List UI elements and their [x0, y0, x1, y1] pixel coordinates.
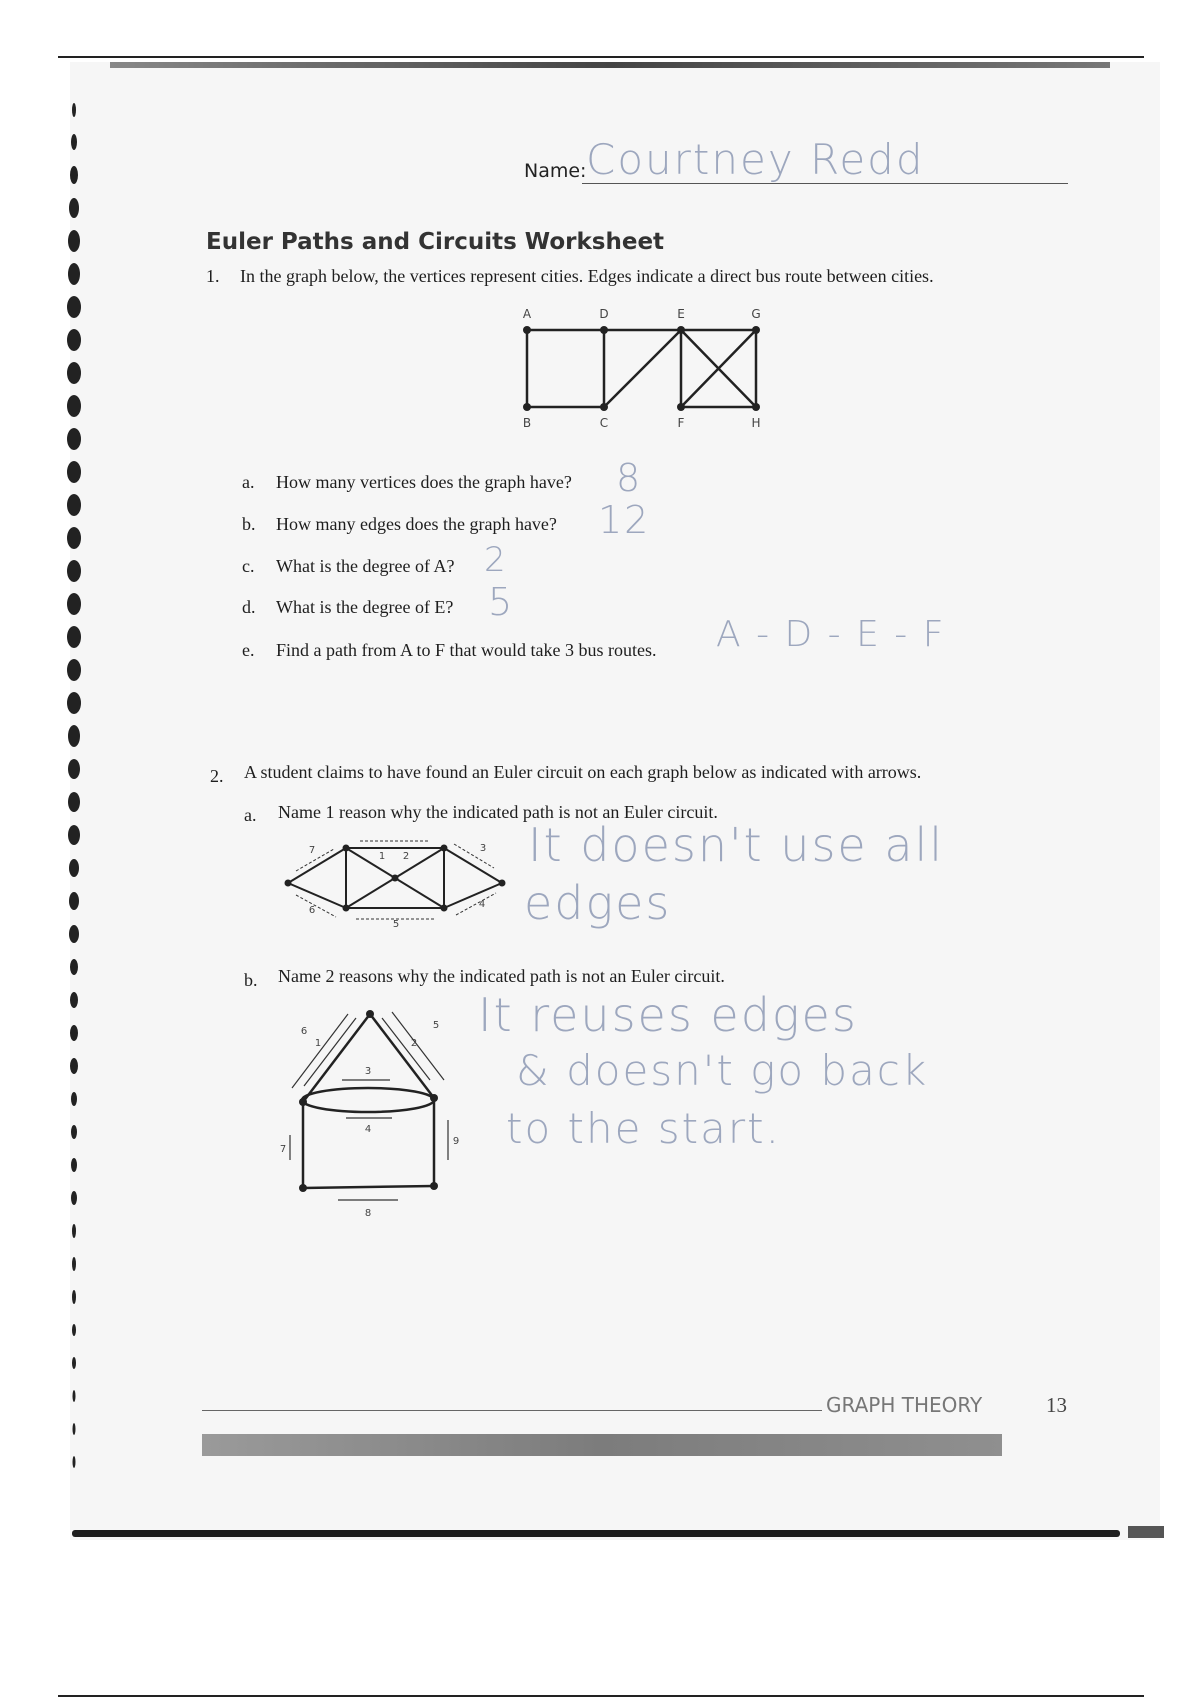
q1-item-question: Find a path from A to F that would take 3 bus routes. [276, 640, 657, 660]
q2b-answer-line: & doesn't go back [516, 1046, 929, 1095]
q1-item-question: How many edges does the graph have? [276, 514, 557, 534]
edge-label: 6 [300, 1026, 308, 1037]
vertex-g [752, 326, 760, 334]
bus-route-graph [500, 300, 780, 440]
euler-graph-a [276, 835, 516, 935]
sheet-corner-tab [1128, 1526, 1164, 1538]
edge-label: 4 [364, 1124, 372, 1135]
name-label: Name: [524, 160, 587, 182]
edge-label: 8 [364, 1208, 372, 1219]
edge-label: 5 [392, 919, 400, 930]
edge-label: 6 [308, 905, 316, 916]
edge-label: 2 [402, 851, 410, 862]
vertex-b [523, 403, 531, 411]
q1-item-letter: b. [242, 514, 256, 534]
edge-label: 7 [279, 1144, 287, 1155]
page-number: 13 [1046, 1393, 1067, 1417]
footer-band [202, 1434, 1002, 1456]
q1-item-letter: d. [242, 597, 256, 617]
q2b-question: Name 2 reasons why the indicated path is not an Euler circuit. [278, 966, 725, 986]
edge-label: 7 [308, 845, 316, 856]
top-rule [58, 56, 1144, 58]
edge-label: 4 [478, 899, 486, 910]
vertex-label: C [599, 416, 609, 430]
vertex-label: E [677, 307, 685, 321]
q1-item-letter: a. [242, 472, 255, 492]
q1-item-answer: A - D - E - F [716, 614, 946, 655]
q1-item-question: How many vertices does the graph have? [276, 472, 572, 492]
q1-item-letter: e. [242, 640, 255, 660]
q1-item-question: What is the degree of E? [276, 597, 454, 617]
edge-label: 5 [432, 1020, 440, 1031]
worksheet-title: Euler Paths and Circuits Worksheet [206, 229, 665, 255]
q2b-answer-line: It reuses edges [478, 988, 858, 1042]
q2a-answer-line: It doesn't use all [528, 818, 945, 872]
edge-label: 1 [378, 851, 386, 862]
sheet-bottom-edge [72, 1530, 1120, 1537]
footer-section: GRAPH THEORY [826, 1393, 983, 1417]
edge-label: 1 [314, 1038, 322, 1049]
q2a-letter: a. [244, 805, 257, 825]
q2-prompt: A student claims to have found an Euler circuit on each graph below as indicated with arrows. [244, 762, 922, 782]
q1-prompt: In the graph below, the vertices represent cities. Edges indicate a direct bus route between cities. [240, 266, 934, 286]
edge-label: 9 [452, 1136, 460, 1147]
vertex-label: A [522, 307, 532, 321]
q2-number: 2. [210, 766, 224, 786]
vertex-a [523, 326, 531, 334]
vertex-h [752, 403, 760, 411]
spiral-binding [62, 90, 86, 1480]
edge-label: 3 [364, 1066, 372, 1077]
q2b-letter: b. [244, 970, 258, 990]
vertex-d [600, 326, 608, 334]
q1-item-answer: 12 [598, 498, 651, 542]
q1-item-letter: c. [242, 556, 255, 576]
q1-item-answer: 2 [484, 540, 508, 580]
vertex-c [600, 403, 608, 411]
vertex-label: H [751, 416, 761, 430]
q1-item-question: What is the degree of A? [276, 556, 455, 576]
vertex-f [677, 403, 685, 411]
vertex-label: F [677, 416, 685, 430]
bottom-rule [58, 1695, 1144, 1697]
edge-label: 3 [479, 843, 487, 854]
student-name: Courtney Redd [586, 135, 925, 184]
q2b-answer-line: to the start. [506, 1104, 781, 1153]
q2a-answer-line: edges [524, 876, 672, 930]
vertex-label: D [599, 307, 609, 321]
q1-number: 1. [206, 266, 220, 286]
edge-label: 2 [410, 1038, 418, 1049]
top-band [110, 62, 1110, 68]
vertex-label: G [751, 307, 761, 321]
vertex-e [677, 326, 685, 334]
q2a-question: Name 1 reason why the indicated path is not an Euler circuit. [278, 802, 718, 822]
edge-c-e [604, 330, 681, 407]
q1-item-answer: 8 [616, 456, 643, 500]
vertex-label: B [522, 416, 532, 430]
euler-graph-b [270, 1000, 470, 1230]
footer-rule [202, 1410, 822, 1411]
q1-item-answer: 5 [488, 580, 515, 624]
